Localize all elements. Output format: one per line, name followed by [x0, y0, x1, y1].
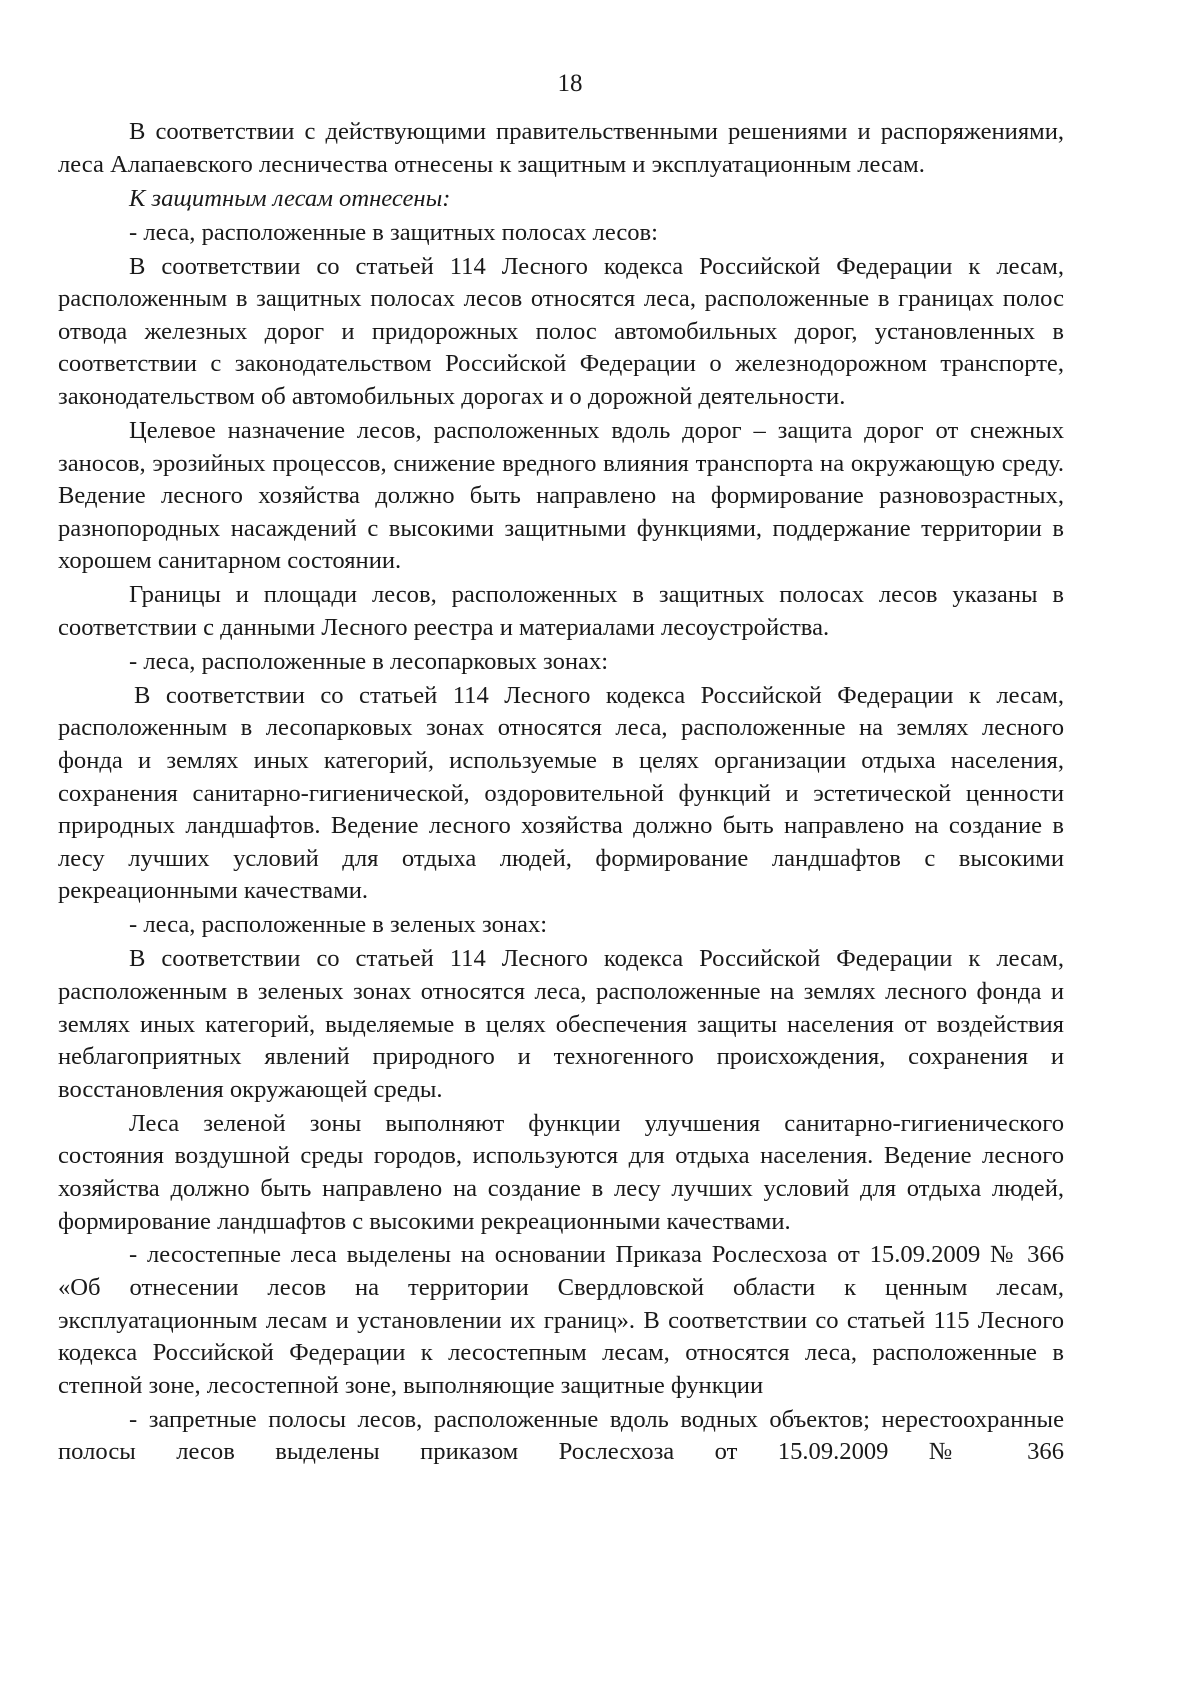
- paragraph-protective-strips-definition: В соответствии со статьей 114 Лесного кодекса Российской Федерации к лесам, расположенным в защитных полосах лесов относятся леса, расположенные в границах полос отвода железных дорог и придорожных полос автомобильных дорог, установленных в соответствии с законодательством Российской Федерации о железнодорожном транспорте, законодательством об автомобильных дорогах и о дорожной деятельности.: [58, 252, 1064, 410]
- paragraph-roadside-forests-purpose: Целевое назначение лесов, расположенных вдоль дорог – защита дорог от снежных заносов, эрозийных процессов, снижение вредного влияния транспорта на окружающую среду. Ведение лесного хозяйства должно быть направлено на формирование разновозрастных, разнопородных насаждений с высокими защитными функциями, поддержание территории в хорошем санитарном состоянии.: [58, 416, 1064, 575]
- paragraph-forest-classification: В соответствии с действующими правительственными решениями и распоряжениями, леса Алапаевского лесничества отнесены к защитным и эксплуатационным лесам.: [58, 118, 1064, 178]
- paragraph-green-zones-definition: В соответствии со статьей 114 Лесного кодекса Российской Федерации к лесам, расположенным в зеленых зонах относятся леса, расположенные на землях лесного фонда и землях иных категорий, выделяемые в целях обеспечения защиты населения от воздействия неблагоприятных явлений природного и техногенного происхождения, сохранения и восстановления окружающей среды.: [58, 945, 1064, 1103]
- list-item-forest-park-zones: - леса, расположенные в лесопарковых зонах:: [129, 647, 609, 675]
- list-item-protective-strips: - леса, расположенные в защитных полосах лесов:: [129, 218, 659, 246]
- list-item-forest-steppe-forests: - лесостепные леса выделены на основании Приказа Рослесхоза от 15.09.2009 № 366 «Об отнесении лесов на территории Свердловской области к ценным лесам, эксплуатационным лесам и установлении их границ». В соответствии со статьей 115 Лесного кодекса Российской Федерации к лесостепным лесам, относятся леса, расположенные в степной зоне, лесостепной зоне, выполняющие защитные функции: [58, 1241, 1064, 1399]
- paragraph-green-zone-functions: Леса зеленой зоны выполняют функции улучшения санитарно-гигиенического состояния воздушной среды городов, используются для отдыха населения. Ведение лесного хозяйства должно быть направлено на создание в лесу лучших условий для отдыха людей, формирование ландшафтов с высокими рекреационными качествами.: [58, 1109, 1064, 1235]
- subheading-protective-forests: К защитным лесам отнесены:: [129, 184, 451, 212]
- page-number: 18: [557, 70, 583, 97]
- paragraph-forest-park-zones-definition: В соответствии со статьей 114 Лесного кодекса Российской Федерации к лесам, расположенным в лесопарковых зонах относятся леса, расположенные на землях лесного фонда и землях иных категорий, используемые в целях организации отдыха населения, сохранения санитарно-гигиенической, оздоровительной функций и эстетической ценности природных ландшафтов. Ведение лесного хозяйства должно быть направлено на создание в лесу лучших условий для отдыха людей, формирование ландшафтов с высокими рекреационными качествами.: [58, 681, 1064, 905]
- list-item-restricted-water-strips: - запретные полосы лесов, расположенные вдоль водных объектов; нерестоохранные полосы лесов выделены приказом Рослесхоза от 15.09.2009 № 366: [58, 1405, 1064, 1466]
- document-body: [58, 116, 1064, 1470]
- list-item-green-zones: - леса, расположенные в зеленых зонах:: [129, 911, 548, 939]
- paragraph-boundaries-and-areas: Границы и площади лесов, расположенных в защитных полосах лесов указаны в соответствии с данными Лесного реестра и материалами лесоустройства.: [58, 581, 1064, 641]
